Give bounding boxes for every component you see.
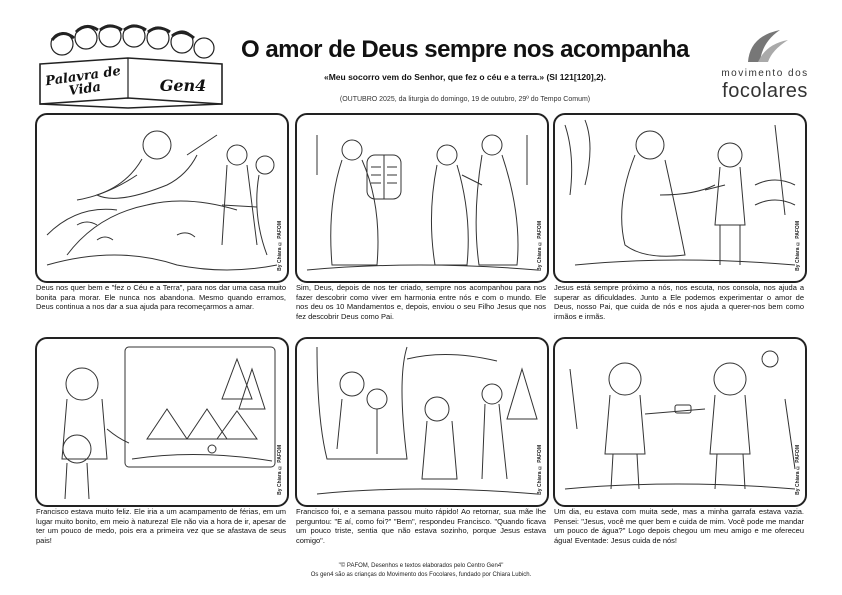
illustration-credit: By Chiara © PAFOM xyxy=(795,445,801,495)
comic-panel-6 xyxy=(553,337,807,507)
illustration-credit: By Chiara © PAFOM xyxy=(537,221,543,271)
comic-panel-2 xyxy=(295,113,549,283)
commandments-illustration xyxy=(297,115,547,281)
liturgy-date: (OUTUBRO 2025, da liturgia do domingo, 19 de outubro, 29º do Tempo Comum) xyxy=(339,96,591,103)
org-name-small: movimento dos xyxy=(721,68,809,79)
palavra-de-vida-logo xyxy=(36,14,226,110)
bible-verse: «Meu socorro vem do Senhor, que fez o céu e a terra.» (Sl 121[120],2). xyxy=(323,72,606,82)
illustration-credit: By Chiara © PAFOM xyxy=(277,445,283,495)
creation-illustration xyxy=(37,115,287,281)
panel-caption-6: Um dia, eu estava com muita sede, mas a minha garrafa estava vazia. Pensei: "Jesus, você me quer bem e cuida de mim. Você pode me mandar um pouco de água?" Logo depois chegou um meu amigo e me ofereceu água! Eventade: Jesus cuida de nós! xyxy=(554,507,804,545)
focolare-swoosh-icon xyxy=(710,24,820,68)
panel-caption-2: Sim, Deus, depois de nos ter criado, sempre nos acompanhou para nos fazer descobrir como viver em harmonia entre nós e com o mundo. Ele nos deu os 10 Mandamentos e, depois, enviou o seu Filho Jesus que nos fez descobrir Deus como Pai. xyxy=(296,283,546,321)
illustration-credit: By Chiara © PAFOM xyxy=(795,221,801,271)
return-home-illustration xyxy=(297,339,547,505)
jesus-with-children-illustration xyxy=(555,115,805,281)
camp-dream-illustration xyxy=(37,339,287,505)
page-title: O amor de Deus sempre nos acompanha xyxy=(241,36,689,63)
comic-panel-3 xyxy=(553,113,807,283)
panel-caption-4: Francisco estava muito feliz. Ele iria a um acampamento de férias, em um lugar muito bonito, em meio à natureza! Ele não via a hora de ir, apesar de ter um pouco de medo, pois era a primeira vez que se afastava de seus pais! xyxy=(36,507,286,545)
footer-note: Os gen4 são as crianças do Movimento dos Focolares, fundado por Chiara Lubich. xyxy=(310,572,532,578)
comic-panel-5 xyxy=(295,337,549,507)
logo-text-palavra: Palavra de Vida xyxy=(44,63,122,100)
illustration-credit: By Chiara © PAFOM xyxy=(537,445,543,495)
logo-text-gen4: Gen4 xyxy=(159,76,207,95)
panel-caption-5: Francisco foi, e a semana passou muito rápido! Ao retornar, sua mãe lhe perguntou: "E aí, como foi?" "Bem", respondeu Francisco. "Quando ficava um pouco triste, sentia que não estava sozinho, porque Jesus estava comigo". xyxy=(296,507,546,545)
illustration-credit: By Chiara © PAFOM xyxy=(277,221,283,271)
footer-copyright: "© PAFOM, Desenhos e textos elaborados pelo Centro Gen4" xyxy=(338,563,504,569)
water-sharing-illustration xyxy=(555,339,805,505)
panel-caption-3: Jesus está sempre próximo a nós, nos escuta, nos consola, nos ajuda a superar as dificuldades. Junto a Ele podemos experimentar o amor de Deus, nosso Pai, que cuida de nós e nos ajuda a querer-nos bem como irmãos e irmãs. xyxy=(554,283,804,321)
org-name-big: focolares xyxy=(722,80,808,102)
comic-panel-1 xyxy=(35,113,289,283)
comic-panel-4 xyxy=(35,337,289,507)
focolare-logo xyxy=(710,24,820,102)
panel-caption-1: Deus nos quer bem e "fez o Céu e a Terra", para nos dar uma casa muito bonita para morar. Ele nunca nos abandona. Mesmo quando erramos, Deus continua a nos dar a sua ajuda para recomeçarmos a amar. xyxy=(36,283,286,312)
